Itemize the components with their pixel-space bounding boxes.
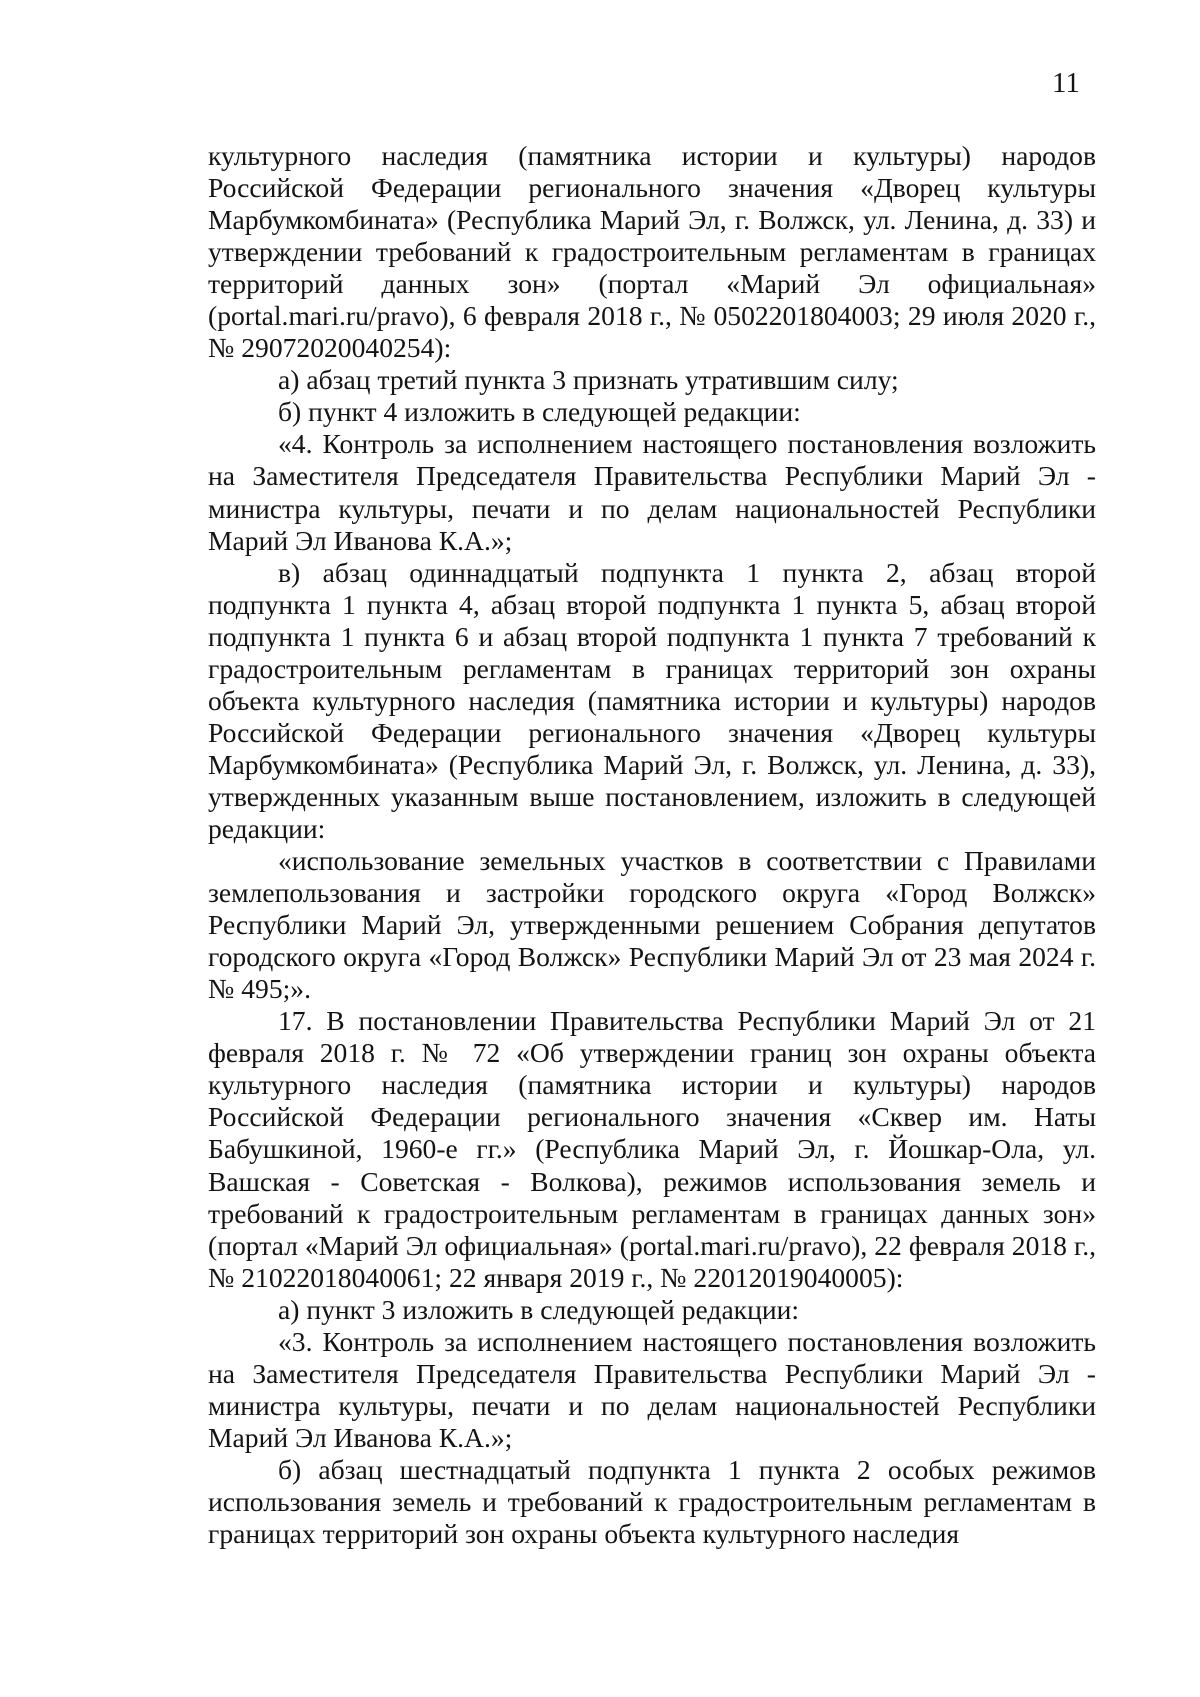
page-number: 11 xyxy=(1052,67,1080,99)
paragraph-quote-land-use: «использование земельных участков в соответствии с Правилами землепользования и застройки городского округа «Город Волжск» Республики Марий Эл, утвержденными решением Собрания депутатов городского округа «Город Волжск» Республики Марий Эл от 23 мая 2024 г. № 495;». xyxy=(208,845,1096,1005)
document-body xyxy=(208,140,1096,1550)
paragraph-continuation: культурного наследия (памятника истории и культуры) народов Российской Федерации регионального значения «Дворец культуры Марбумкомбината» (Республика Марий Эл, г. Волжск, ул. Ленина, д. 33) и утверждении требований к градостроительным регламентам в границах территорий данных зон» (портал «Марий Эл официальная» (portal.mari.ru/pravo), 6 февраля 2018 г., № 0502201804003; 29 июля 2020 г., № 29072020040254): xyxy=(208,140,1096,364)
paragraph-point-17: 17. В постановлении Правительства Республики Марий Эл от 21 февраля 2018 г. № 72 «Об утверждении границ зон охраны объекта культурного наследия (памятника истории и культуры) народов Российской Федерации регионального значения «Сквер им. Наты Бабушкиной, 1960-е гг.» (Республика Марий Эл, г. Йошкар-Ола, ул. Вашская - Советская - Волкова), режимов использования земель и требований к градостроительным регламентам в границах данных зон» (портал «Марий Эл официальная» (portal.mari.ru/pravo), 22 февраля 2018 г., № 21022018040061; 22 января 2019 г., № 22012019040005): xyxy=(208,1005,1096,1293)
paragraph-quote-point-3: «3. Контроль за исполнением настоящего постановления возложить на Заместителя Председателя Правительства Республики Марий Эл - министра культуры, печати и по делам национальностей Республики Марий Эл Иванова К.А.»; xyxy=(208,1325,1096,1453)
paragraph-item-c: в) абзац одиннадцатый подпункта 1 пункта 2, абзац второй подпункта 1 пункта 4, абзац второй подпункта 1 пункта 5, абзац второй подпункта 1 пункта 6 и абзац второй подпункта 1 пункта 7 требований к градостроительным регламентам в границах территорий зон охраны объекта культурного наследия (памятника истории и культуры) народов Российской Федерации регионального значения «Дворец культуры Марбумкомбината» (Республика Марий Эл, г. Волжск, ул. Ленина, д. 33), утвержденных указанным выше постановлением, изложить в следующей редакции: xyxy=(208,556,1096,844)
paragraph-item-a-2: а) пункт 3 изложить в следующей редакции: xyxy=(278,1293,800,1325)
paragraph-quote-point-4: «4. Контроль за исполнением настоящего постановления возложить на Заместителя Председателя Правительства Республики Марий Эл - министра культуры, печати и по делам национальностей Республики Марий Эл Иванова К.А.»; xyxy=(208,428,1096,556)
paragraph-item-b-2: б) абзац шестнадцатый подпункта 1 пункта 2 особых режимов использования земель и требований к градостроительным регламентам в границах территорий зон охраны объекта культурного наследия xyxy=(208,1453,1096,1550)
paragraph-item-a: а) абзац третий пункта 3 признать утратившим силу; xyxy=(278,364,899,396)
paragraph-item-b: б) пункт 4 изложить в следующей редакции: xyxy=(278,396,801,428)
